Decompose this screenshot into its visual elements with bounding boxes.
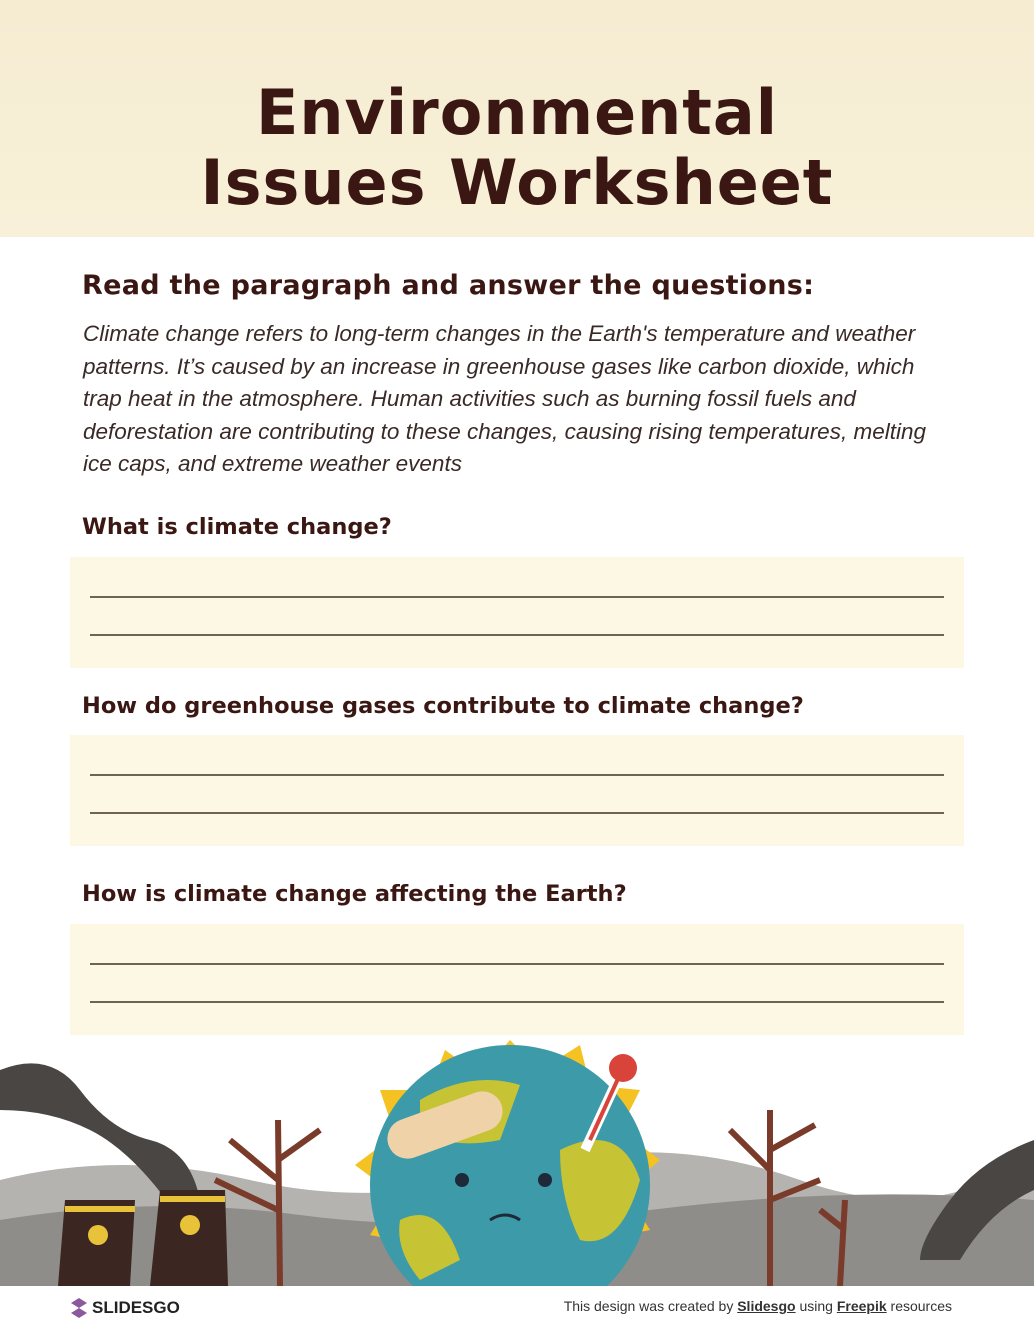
instruction-heading: Read the paragraph and answer the questions:	[82, 270, 815, 301]
answer-line	[90, 774, 944, 776]
answer-box-1[interactable]	[70, 557, 964, 668]
answer-line	[90, 812, 944, 814]
answer-line	[90, 1001, 944, 1003]
logo-text: SLIDESGO	[92, 1298, 180, 1317]
slidesgo-logo-icon	[70, 1298, 88, 1318]
answer-line	[90, 596, 944, 598]
earth-icon	[370, 1045, 650, 1286]
answer-box-3[interactable]	[70, 924, 964, 1035]
question-3: How is climate change affecting the Earth?	[82, 881, 627, 907]
answer-line	[90, 963, 944, 965]
reading-paragraph: Climate change refers to long-term changes in the Earth's temperature and weather patterns. It’s caused by an increase in greenhouse gases like carbon dioxide, which trap heat in the atmosphere. Human activities such as burning fossil fuels and deforestation are contributing to these changes, causing rising temperatures, melting ice caps, and extreme weather events	[83, 321, 926, 477]
question-2: How do greenhouse gases contribute to climate change?	[82, 693, 804, 719]
credit-mid: using	[795, 1298, 837, 1314]
title-line-1: Environmental	[256, 76, 778, 149]
climate-illustration	[0, 1030, 1034, 1286]
answer-line	[90, 634, 944, 636]
slidesgo-logo[interactable]	[70, 1298, 180, 1318]
title-line-2: Issues Worksheet	[200, 146, 834, 219]
credit-prefix: This design was created by	[563, 1298, 738, 1314]
page-title	[0, 78, 1034, 218]
slidesgo-link[interactable]: Slidesgo	[737, 1298, 796, 1314]
freepik-link[interactable]: Freepik	[836, 1298, 887, 1314]
credit-text	[564, 1298, 952, 1314]
question-1: What is climate change?	[82, 514, 392, 540]
credit-suffix: resources	[886, 1298, 952, 1314]
answer-box-2[interactable]	[70, 735, 964, 846]
